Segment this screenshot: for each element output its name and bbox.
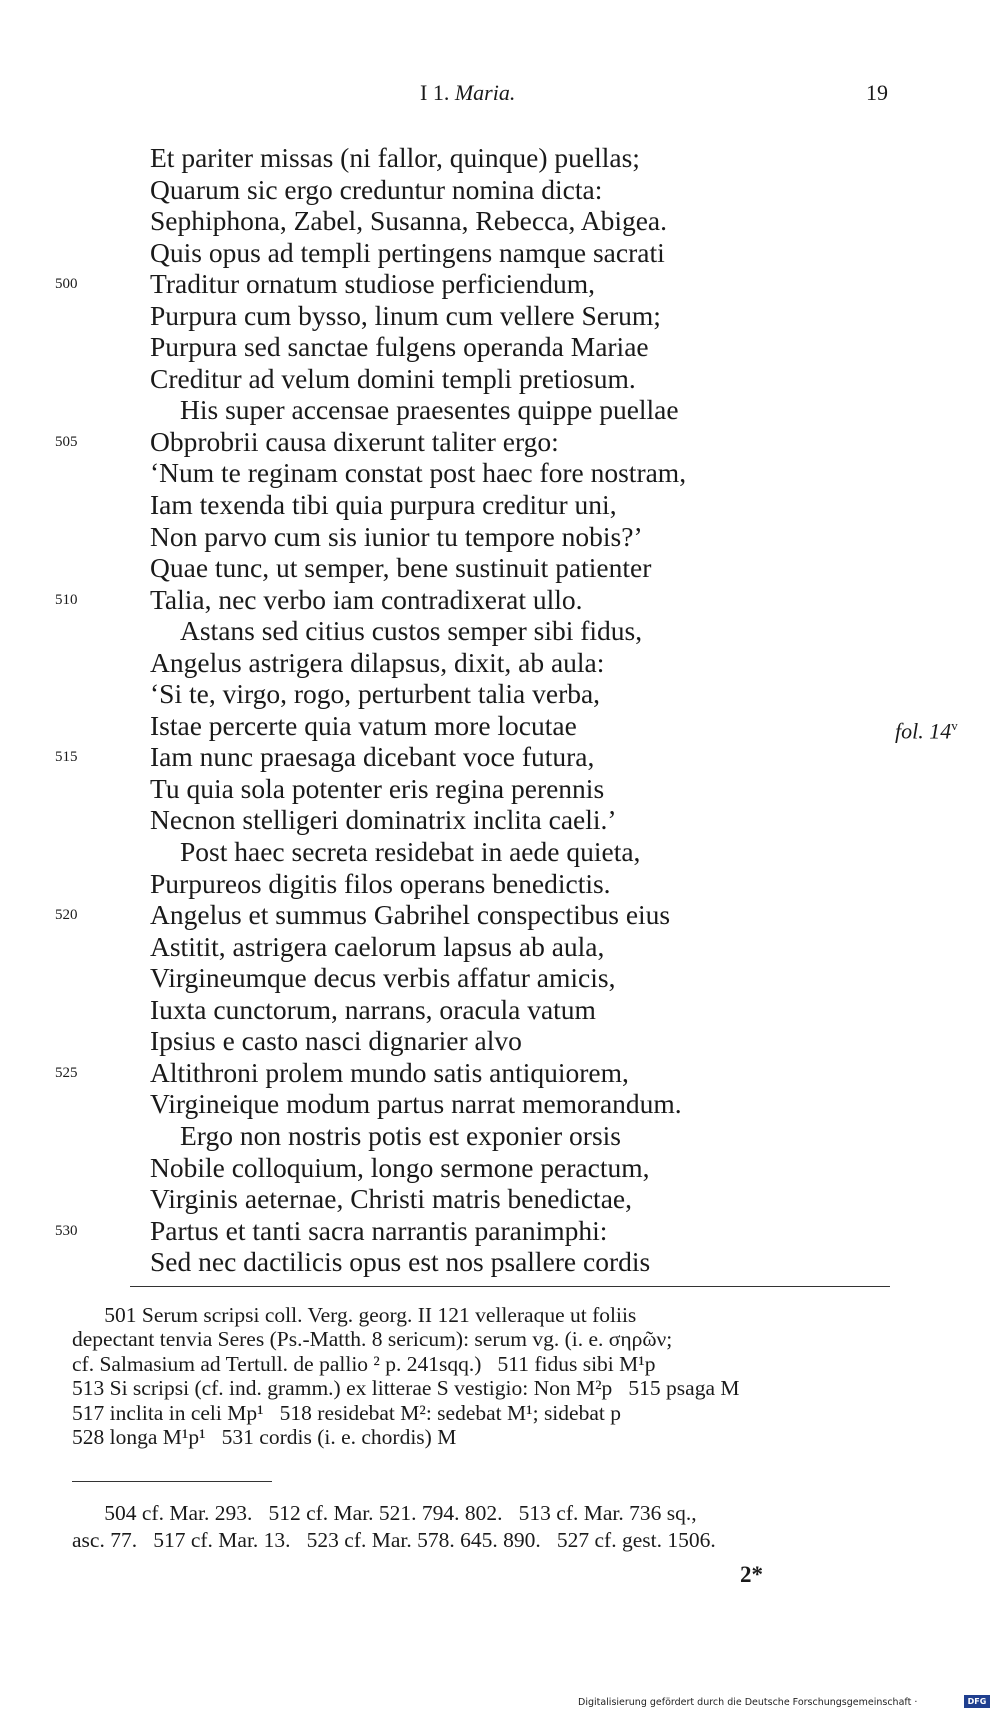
verse-text-line: Nobile colloquium, longo sermone peractum, [150, 1151, 650, 1183]
verse-text-line: Necnon stelligeri dominatrix inclita caeli.’ [150, 804, 617, 836]
folio-side: v [951, 717, 958, 733]
verse-text-line: Tu quia sola potenter eris regina perennis [150, 772, 605, 804]
verse-text-line: Purpura sed sanctae fulgens operanda Mariae [150, 331, 649, 363]
verse-line [0, 1152, 1000, 1184]
line-number: 520 [55, 907, 78, 924]
verse-text-line: Partus et tanti sacra narrantis paranimphi: [150, 1214, 608, 1246]
verse-line [0, 678, 1000, 710]
verse-text-line: Astitit, astrigera caelorum lapsus ab aula, [150, 930, 605, 962]
verse-line [0, 552, 1000, 584]
verse-text-line: Angelus et summus Gabrihel conspectibus eius [150, 899, 671, 931]
verse-line [0, 710, 1000, 742]
verse-text-line: Iuxta cunctorum, narrans, oracula vatum [150, 993, 596, 1025]
verse-text-line: Traditur ornatum studiose perficiendum, [150, 268, 596, 300]
verse-text-line: Ipsius e casto nasci dignarier alvo [150, 1025, 522, 1057]
verse-text-line: Et pariter missas (ni fallor, quinque) puellas; [150, 142, 640, 173]
verse-line [0, 268, 1000, 300]
verse-text-line: His super accensae praesentes quippe puellae [180, 394, 679, 426]
verse-line [0, 804, 1000, 836]
verse-text-line: Altithroni prolem mundo satis antiquiorem, [150, 1056, 629, 1088]
verse-text-line: Ergo non nostris potis est exponier orsis [180, 1119, 621, 1151]
verse-text-line: Astans sed citius custos semper sibi fidus, [180, 615, 643, 647]
verse-line [0, 142, 1000, 174]
verse-line [0, 615, 1000, 647]
testimonia-line: 504 cf. Mar. 293. 512 cf. Mar. 521. 794. 802. 513 cf. Mar. 736 sq., [72, 1501, 697, 1525]
verse-line [0, 962, 1000, 994]
running-title [420, 80, 515, 106]
verse-line [0, 1246, 1000, 1278]
testimonia-line: asc. 77. 517 cf. Mar. 13. 523 cf. Mar. 578. 645. 890. 527 cf. gest. 1506. [72, 1528, 716, 1552]
verse-text-line: Iam texenda tibi quia purpura creditur uni, [150, 489, 617, 521]
verse-line [0, 1120, 1000, 1152]
verse-text-line: ‘Si te, virgo, rogo, perturbent talia verba, [150, 678, 601, 710]
verse-line [0, 741, 1000, 773]
footnote-divider [130, 1286, 890, 1287]
verse-line [0, 205, 1000, 237]
verse-text-line: Creditur ad velum domini templi pretiosum. [150, 362, 636, 394]
verse-line [0, 836, 1000, 868]
line-number: 505 [55, 433, 78, 450]
verse-text-line: Virgineumque decus verbis affatur amicis, [150, 962, 616, 994]
digitization-credit: Digitalisierung gefördert durch die Deutsche Forschungsgemeinschaft · [578, 1697, 918, 1708]
verse-line [0, 457, 1000, 489]
apparatus-line: cf. Salmasium ad Tertull. de pallio ² p. 241sqq.) 511 fidus sibi M¹p [72, 1351, 656, 1376]
apparatus-line: 513 Si scripsi (cf. ind. gramm.) ex litterae S vestigio: Non M²p 515 psaga M [72, 1376, 740, 1401]
verse-text-line: Istae percerte quia vatum more locutae [150, 709, 577, 741]
verse-line [0, 899, 1000, 931]
verse-line [0, 1025, 1000, 1057]
printer-signature: 2* [740, 1562, 763, 1587]
verse-line [0, 331, 1000, 363]
verse-text-line: Post haec secreta residebat in aede quieta, [180, 836, 641, 868]
verse-text-line: Purpura cum bysso, linum cum vellere Serum; [150, 299, 661, 331]
line-number: 510 [55, 591, 78, 608]
verse-line [0, 174, 1000, 206]
verse-text-line: Iam nunc praesaga dicebant voce futura, [150, 741, 595, 773]
verse-text-line: Virginis aeternae, Christi matris benedictae, [150, 1183, 632, 1215]
testimonia-apparatus [72, 1500, 890, 1554]
verse-line [0, 773, 1000, 805]
page-number: 19 [866, 80, 888, 105]
verse-line [0, 1183, 1000, 1215]
line-number: 500 [55, 276, 78, 293]
verse-line [0, 931, 1000, 963]
running-head [0, 80, 1000, 110]
line-number: 525 [55, 1064, 78, 1081]
verse-line [0, 237, 1000, 269]
line-number: 515 [55, 749, 78, 766]
verse-text-line: Sephiphona, Zabel, Susanna, Rebecca, Abigea. [150, 205, 667, 237]
verse-line [0, 489, 1000, 521]
apparatus-line: 501 Serum scripsi coll. Verg. georg. II 121 velleraque ut foliis [72, 1303, 637, 1327]
verse-text-line: Quarum sic ergo creduntur nomina dicta: [150, 173, 603, 205]
verse-line [0, 363, 1000, 395]
verse-text-line: Purpureos digitis filos operans benedictis. [150, 867, 611, 899]
verse-line [0, 647, 1000, 679]
verse-line [0, 1057, 1000, 1089]
verse-text-line: Quis opus ad templi pertingens namque sacrati [150, 236, 665, 268]
verse-text-line: Non parvo cum sis iunior tu tempore nobis?’ [150, 520, 643, 552]
verse-line [0, 394, 1000, 426]
dfg-logo: DFG [964, 1695, 990, 1708]
running-title-name: Maria. [454, 80, 516, 105]
apparatus-line: depectant tenvia Seres (Ps.-Matth. 8 sericum): serum vg. (i. e. σηρῶν; [72, 1327, 673, 1352]
verse-line [0, 994, 1000, 1026]
apparatus-line: 517 inclita in celi Mp¹ 518 residebat M²: sedebat M¹; sidebat p [72, 1400, 621, 1425]
line-number: 530 [55, 1222, 78, 1239]
testimonia-divider [72, 1481, 272, 1482]
apparatus-line: 528 longa M¹p¹ 531 cordis (i. e. chordis) M [72, 1424, 457, 1449]
verse-text-line: Sed nec dactilicis opus est nos psallere cordis [150, 1246, 651, 1278]
folio-label: fol. 14 [895, 718, 952, 744]
verse-text-line: Talia, nec verbo iam contradixerat ullo. [150, 583, 583, 615]
verse-text-line: Obprobrii causa dixerunt taliter ergo: [150, 425, 559, 457]
verse-line [0, 868, 1000, 900]
critical-apparatus [72, 1303, 890, 1449]
verse-text-line: Angelus astrigera dilapsus, dixit, ab aula: [150, 646, 605, 678]
verse-line [0, 1215, 1000, 1247]
verse-line [0, 521, 1000, 553]
verse-text-line: ‘Num te reginam constat post haec fore nostram, [150, 457, 687, 489]
verse-text-line: Quae tunc, ut semper, bene sustinuit patienter [150, 552, 652, 584]
verse-line [0, 1088, 1000, 1120]
verse-text [0, 142, 1000, 1278]
verse-text-line: Virgineique modum partus narrat memorandum. [150, 1088, 682, 1120]
running-title-prefix: I 1. [420, 80, 450, 105]
verse-line [0, 426, 1000, 458]
verse-line [0, 300, 1000, 332]
verse-line [0, 584, 1000, 616]
